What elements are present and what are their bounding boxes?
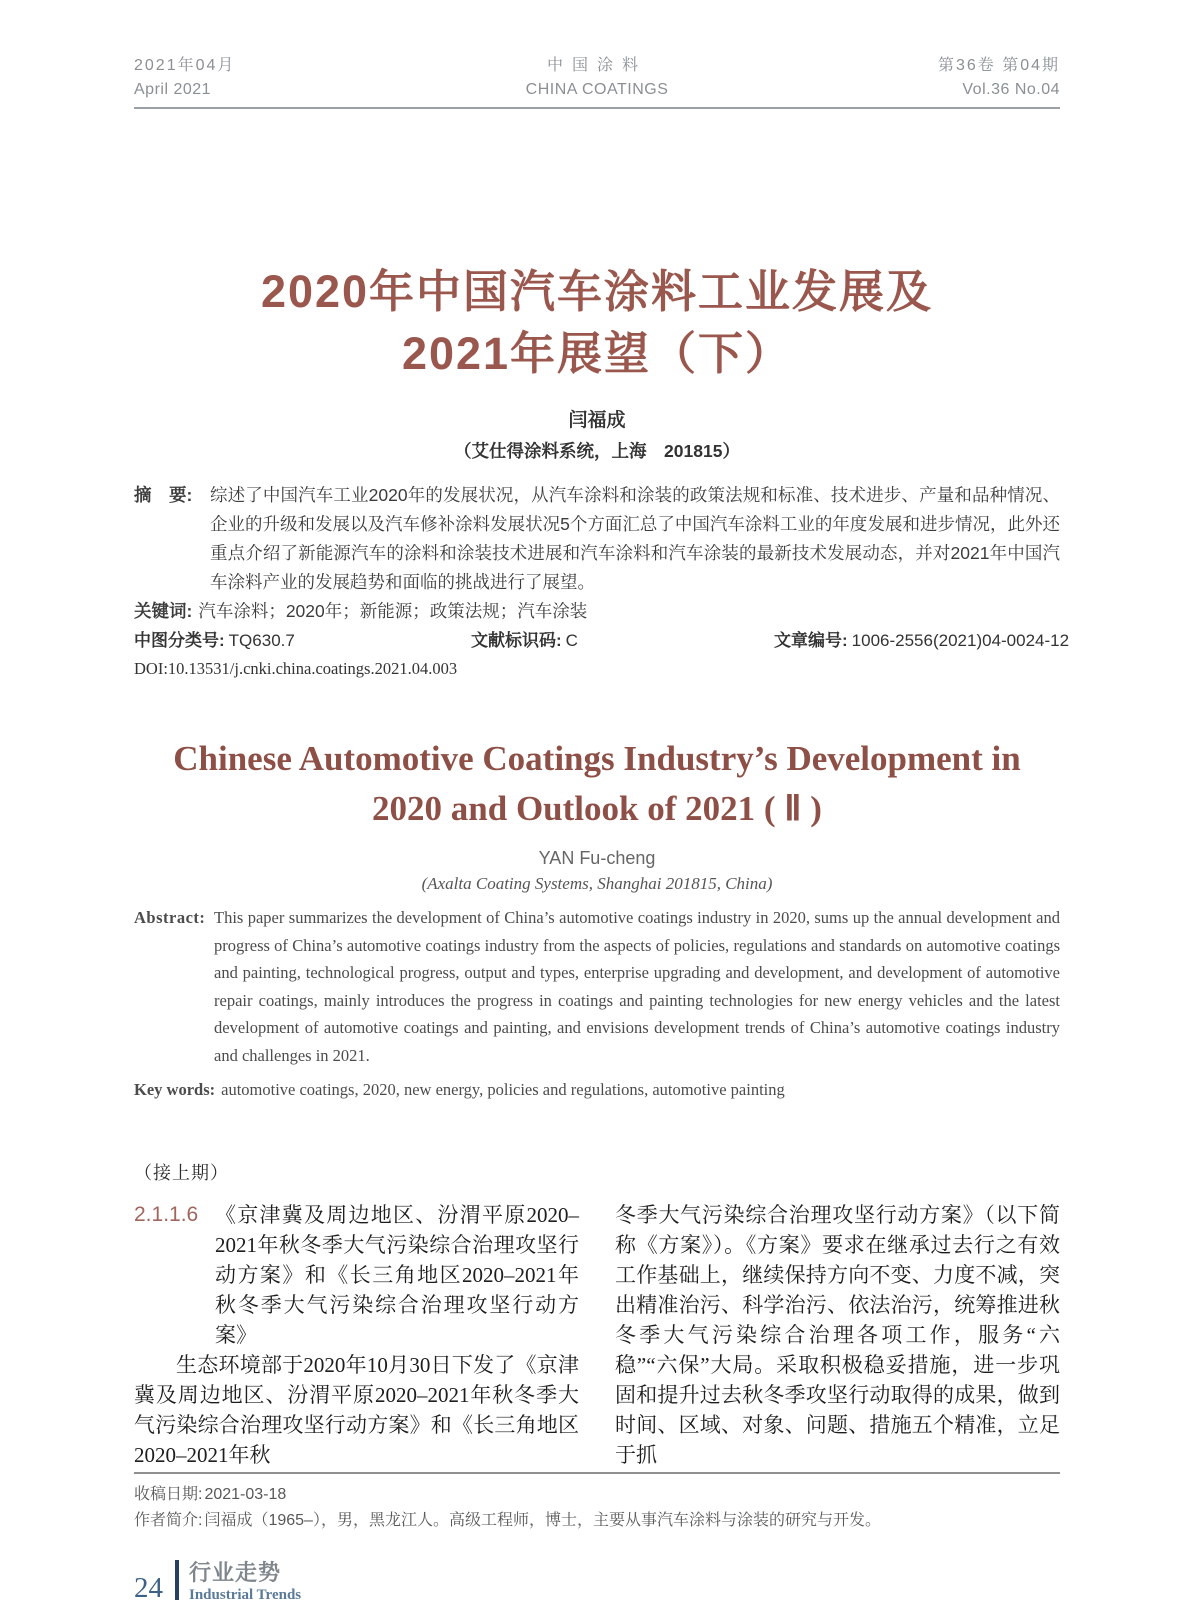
author-cn: 闫福成: [568, 410, 626, 431]
author-en: YAN Fu-cheng: [538, 848, 656, 868]
page-footer: [134, 1560, 1060, 1600]
received-date-row: [134, 1482, 1060, 1508]
abstract-cn-text: 综述了中国汽车工业2020年的发展状况，从汽车涂料和涂装的政策法规和标准、技术进步、产量和品种情况、企业的升级和发展以及汽车修补涂料发展状况5个方面汇总了中国汽车涂料工业的年度发展和进步情况，此外还重点介绍了新能源汽车的涂料和涂装技术进展和汽车涂料和汽车涂装的最新技术发展动态，并对2021年中国汽车涂料产业的发展趋势和面临的挑战进行了展望。: [210, 485, 1060, 592]
article-meta-row: [134, 626, 1070, 655]
body-paragraph-left: 生态环境部于2020年10月30日下发了《京津冀及周边地区、汾渭平原2020–2021年秋冬季大气污染综合治理攻坚行动方案》和《长三角地区2020–2021年秋: [134, 1352, 579, 1467]
header-journal-name: [443, 54, 752, 102]
keywords-cn-text: 汽车涂料；2020年；新能源；政策法规；汽车涂装: [198, 601, 588, 621]
column-name-en: Industrial Trends: [189, 1587, 302, 1600]
column-section-name: [189, 1560, 301, 1600]
abstract-cn-label: 摘 要:: [134, 485, 193, 505]
received-date-value: 2021-03-18: [204, 1485, 287, 1503]
keywords-en-label: Key words:: [134, 1080, 216, 1099]
continued-note: （接上期）: [134, 1162, 229, 1183]
body-paragraph-right: 冬季大气污染综合治理攻坚行动方案》（以下简称《方案》）。《方案》要求在继承过去行之有效工作基础上，继续保持方向不变、力度不减，突出精准治污、科学治污、依法治污，统筹推进秋冬季大气污染综合治理各项工作，服务“六稳”“六保”大局。采取积极稳妥措施，进一步巩固和提升过去秋冬季攻坚行动取得的成果，做到时间、区域、对象、问题、措施五个精准，立足于抓: [615, 1202, 1060, 1467]
article-title-cn: [134, 261, 1060, 385]
volume-en: Vol.36 No.04: [962, 81, 1061, 98]
article-title-en-line1: Chinese Automotive Coatings Industry’s Development in: [173, 739, 1021, 778]
author-bio-label: 作者简介:: [134, 1511, 203, 1529]
issue-date-cn: 2021年04月: [134, 57, 236, 74]
volume-cn: 第36卷 第04期: [937, 57, 1061, 74]
article-title-en-line2: 2020 and Outlook of 2021 ( Ⅱ ): [372, 789, 822, 828]
clc-value: TQ630.7: [228, 631, 295, 650]
article-title-cn-line2: 2021年展望（下）: [401, 328, 793, 379]
body-columns: [134, 1200, 1060, 1470]
header-issue-date: [134, 54, 443, 102]
affiliation-cn: （艾仕得涂料系统，上海 201815）: [454, 441, 740, 461]
abstract-en-label: Abstract:: [134, 908, 206, 927]
author-bio-row: [134, 1508, 1060, 1534]
page-number: 24: [134, 1571, 163, 1600]
abstract-en-text: This paper summarizes the development of China’s automotive coatings industry in 2020, sums up the annual development and progress of China’s automotive coatings industry from the aspects of policies, regulations and standards on automotive coatings and painting, technological progress, output and types, enterprise upgrading and development, and development of automotive repair coatings, mainly introduces the progress in coatings and painting technologies for new energy vehicles and the latest development of automotive coatings and painting, and envisions development trends of China’s automotive coatings industry and challenges in 2021.: [214, 908, 1060, 1065]
doi: DOI:10.13531/j.cnki.china.coatings.2021.04.003: [134, 659, 458, 678]
article-number-value: 1006-2556(2021)04-0024-12: [851, 631, 1070, 650]
issue-date-en: April 2021: [134, 81, 212, 98]
keywords-en: [134, 1076, 1060, 1104]
abstract-en: [134, 904, 1060, 1069]
article-title-cn-line1: 2020年中国汽车涂料工业发展及: [260, 266, 934, 317]
author-bio-text: 闫福成（1965–），男，黑龙江人。高级工程师，博士，主要从事汽车涂料与涂装的研究与开发。: [204, 1511, 881, 1529]
article-number-label: 文章编号:: [774, 631, 848, 650]
article-number: [774, 626, 1069, 655]
journal-name-cn: 中国涂料: [547, 57, 648, 74]
clc-number: [134, 626, 295, 655]
keywords-cn: [134, 597, 1060, 626]
keywords-cn-label: 关键词:: [134, 601, 193, 621]
body-column-right: [615, 1200, 1060, 1470]
received-date-label: 收稿日期:: [134, 1485, 203, 1503]
body-column-left: [134, 1200, 579, 1470]
journal-name-en: CHINA COATINGS: [525, 81, 669, 98]
column-name-cn: 行业走势: [189, 1560, 282, 1585]
footer-divider-bar: [175, 1560, 179, 1600]
header-volume: [751, 54, 1060, 102]
page-content: [134, 0, 1070, 1600]
abstract-cn: [134, 481, 1060, 597]
section-heading: [134, 1200, 579, 1350]
document-code-label: 文献标识码:: [471, 631, 562, 650]
section-number: 2.1.1.6: [134, 1202, 199, 1226]
article-title-en: [134, 734, 1060, 834]
document-code: [471, 626, 578, 655]
document-code-value: C: [565, 631, 578, 650]
journal-header: [134, 54, 1060, 109]
keywords-en-text: automotive coatings, 2020, new energy, policies and regulations, automotive painting: [221, 1080, 785, 1099]
footnote-block: [134, 1472, 1060, 1534]
affiliation-en: (Axalta Coating Systems, Shanghai 201815, China): [421, 874, 773, 893]
clc-label: 中图分类号:: [134, 631, 225, 650]
section-title: 《京津冀及周边地区、汾渭平原2020–2021年秋冬季大气污染综合治理攻坚行动方案》和《长三角地区2020–2021年秋冬季大气污染综合治理攻坚行动方案》: [215, 1202, 579, 1347]
